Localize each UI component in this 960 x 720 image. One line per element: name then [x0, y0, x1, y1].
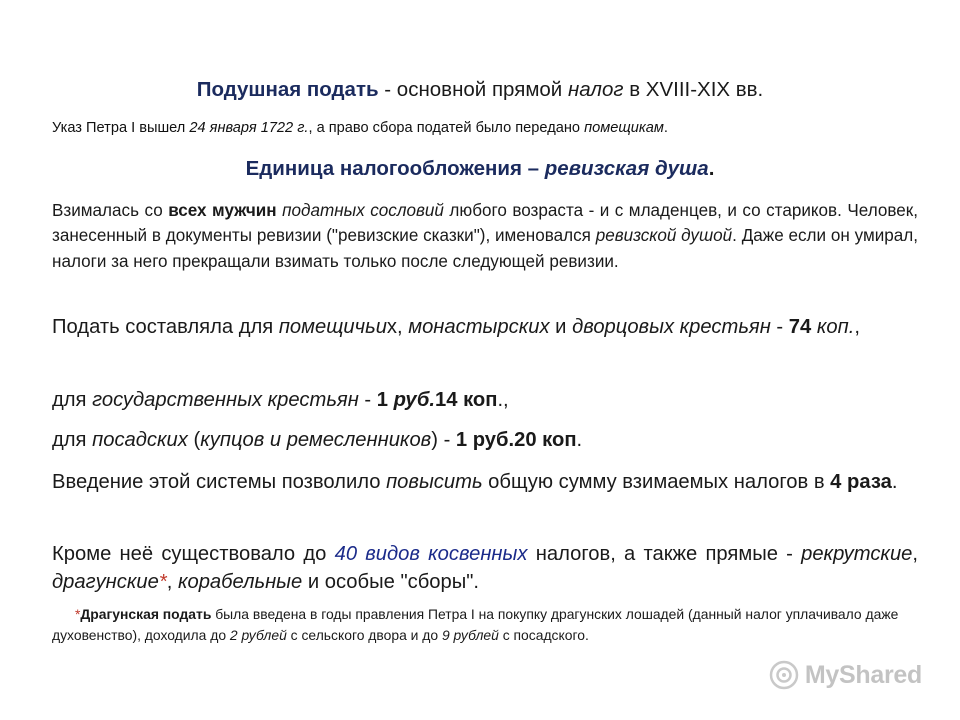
pay1-text-b: х,	[386, 316, 409, 338]
myshared-wordmark: MyShared	[804, 660, 922, 689]
other-footnote-marker: *	[158, 570, 167, 593]
increase-raise: повысить	[386, 471, 483, 493]
pay3-text-d: .	[576, 429, 583, 451]
decree-text-3: .	[663, 120, 668, 136]
footnote	[52, 604, 912, 646]
unit-heading	[0, 157, 960, 181]
other-text-5: и особые "сборы".	[302, 570, 480, 593]
pay2-amount-kop: 14 коп	[435, 389, 498, 411]
pay2-amount-rub-num: 1	[376, 389, 394, 411]
footnote-term: Драгунская подать	[80, 606, 212, 622]
decree-date: 24 января 1722 г.	[189, 120, 309, 136]
pay2-amount-rub: руб.	[393, 389, 436, 411]
pay1-amount: 74	[788, 316, 812, 338]
pay2-text-b: -	[358, 389, 377, 411]
pay1-text-d: -	[770, 316, 789, 338]
collection-paragraph	[52, 198, 918, 274]
decree-text-1: Указ Петра I вышел	[52, 120, 190, 136]
other-taxes-paragraph	[52, 541, 918, 596]
pay3-posad: посадских	[92, 429, 188, 451]
decree-landlords: помещикам	[584, 120, 664, 136]
pay1-landlord-peasants: помещичьи	[278, 316, 387, 338]
unit-prefix: Единица налогообложения –	[245, 157, 545, 180]
myshared-watermark	[769, 657, 922, 693]
pay3-text-a: для	[52, 429, 93, 451]
pay2-text-c: .,	[497, 389, 509, 411]
other-text-4: ,	[166, 570, 178, 593]
other-text-3: ,	[912, 543, 919, 565]
footnote-two-rub: 2 рублей	[229, 627, 287, 643]
title-text: - основной прямой	[378, 78, 568, 101]
other-text-2: налогов, а также прямые -	[527, 543, 802, 565]
pay2-state-peasants: государственных крестьян	[92, 389, 359, 411]
pay1-amount-unit: коп.	[811, 316, 855, 338]
decree-text-2: , а право сбора податей было передано	[308, 120, 585, 136]
title-tail: в XVIII-XIX вв.	[623, 78, 764, 101]
pay3-amount: 1 руб.20 коп	[455, 429, 577, 451]
payment-line-1	[52, 314, 918, 342]
unit-term: ревизская душа	[544, 157, 709, 180]
collection-text-4: . Даже если он умирал, налоги за него прекращали взимать только после следующей ревизии.	[52, 226, 918, 271]
pay1-text-e: ,	[854, 316, 860, 338]
pay1-text-c: и	[549, 316, 573, 338]
title-term: Подушная подать	[196, 78, 379, 101]
footnote-marker: *	[75, 606, 81, 622]
footnote-text-1: была введена в годы правления Петра I на покупку драгунских лошадей (данный налог уплачивало даже духовенство), доходила до	[52, 606, 899, 643]
title-tax-word: налог	[567, 78, 624, 101]
increase-text-3: .	[891, 471, 898, 493]
pay1-text-a: Подать составляла для	[52, 316, 279, 338]
other-indirect: 40 видов косвенных	[334, 543, 528, 565]
other-recruit: рекрутские	[801, 543, 913, 565]
footnote-text-2: с сельского двора и до	[286, 627, 442, 643]
collection-all-men: всех мужчин	[168, 201, 277, 220]
pay1-palace: дворцовых крестьян	[572, 316, 771, 338]
unit-dot: .	[708, 157, 715, 180]
pay3-text-c: ) -	[431, 429, 456, 451]
footnote-nine-rub: 9 рублей	[441, 627, 499, 643]
payment-line-2	[52, 387, 918, 415]
pay3-text-b: (	[187, 429, 201, 451]
other-dragoon: драгунские	[52, 570, 159, 593]
slide-title	[0, 78, 960, 102]
decree-line	[52, 120, 922, 136]
increase-paragraph	[52, 469, 918, 497]
pay2-text-a: для	[52, 389, 93, 411]
footnote-text-3: с посадского.	[498, 627, 589, 643]
pay1-monastery: монастырских	[408, 316, 550, 338]
collection-text-1: Взималась со	[52, 201, 169, 220]
other-ship: корабельные	[177, 570, 303, 593]
collection-text-3: любого возраста - и с младенцев, и со стариков. Человек, занесенный в документы ревизии ("ревизские сказки"), именовался	[52, 201, 918, 246]
other-text-1: Кроме неё существовало до	[52, 543, 335, 565]
pay3-merchants: купцов и ремесленников	[200, 429, 432, 451]
collection-estates: податных сословий	[282, 201, 444, 220]
increase-text-1: Введение этой системы позволило	[52, 471, 387, 493]
increase-times: 4 раза	[830, 471, 892, 493]
collection-soul: ревизской душой	[595, 226, 733, 246]
increase-text-2: общую сумму взимаемых налогов в	[482, 471, 831, 493]
myshared-logo-icon	[769, 660, 799, 690]
payment-line-3	[52, 427, 918, 455]
